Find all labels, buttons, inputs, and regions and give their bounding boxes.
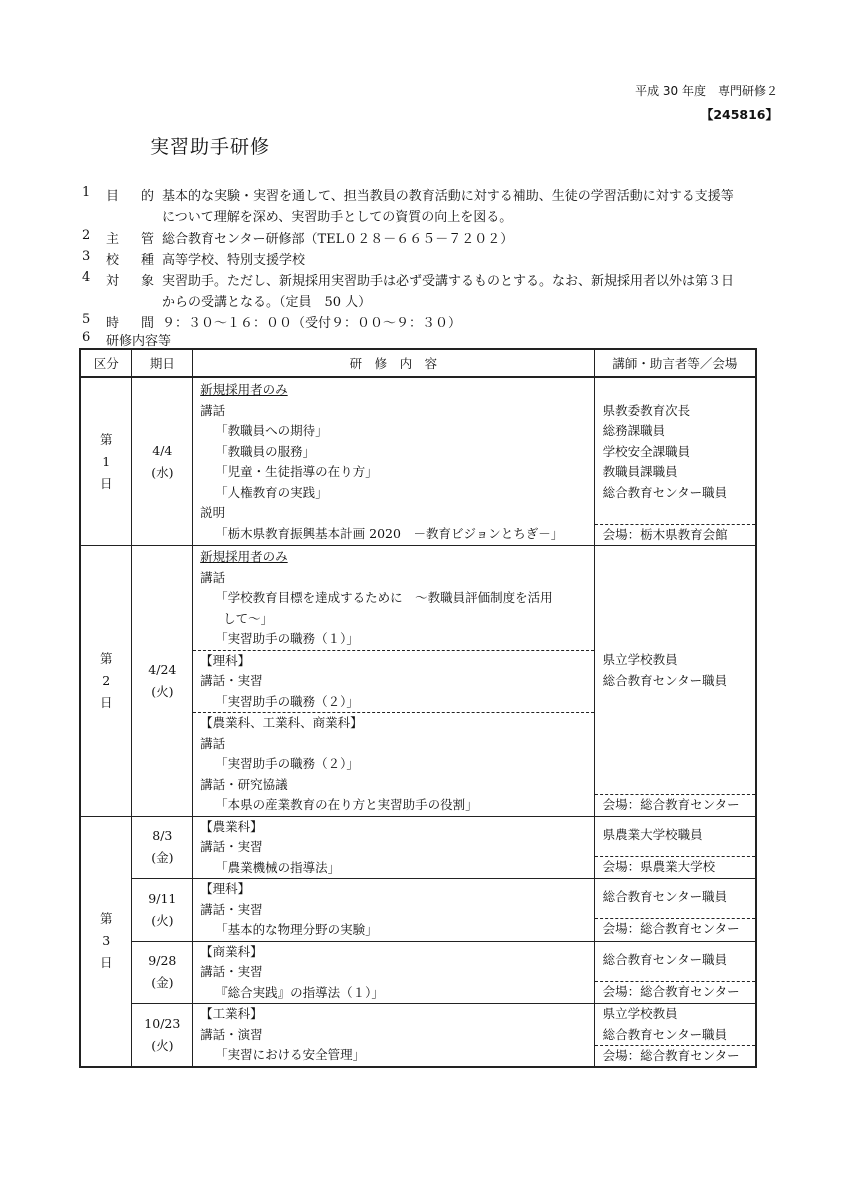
table-row bbox=[80, 816, 756, 879]
table-row bbox=[80, 941, 756, 1004]
day3-s1-date: 8/3 (金) bbox=[132, 816, 193, 879]
day3-s2-date: 9/11 (火) bbox=[132, 879, 193, 942]
day3-label: 第 3 日 bbox=[80, 816, 132, 1067]
day2-content: 新規採用者のみ 講話 「学校教育目標を達成するために ～教職員評価制度を活用 して～」 「実習助手の職務（１）」 【理科】 講話・実習 「実習助手の職務（２）」 【農業科、工業科、商業科】 講話 「実習助手の職務（２）」 講話・研究協議 「本県の産業教育の在り方と実習助手の役割」 bbox=[193, 546, 595, 817]
training-schedule-table bbox=[79, 348, 757, 1068]
day3-s1-content: 【農業科】 講話・実習 「農業機械の指導法」 bbox=[193, 816, 595, 879]
day3-s1-lecturers: 県農業大学校職員 会場：県農業大学校 bbox=[594, 816, 756, 879]
day3-s3-lecturers: 総合教育センター職員 会場：総合教育センター bbox=[594, 941, 756, 1004]
header-date: 期日 bbox=[132, 349, 193, 377]
day3-s2-content: 【理科】 講話・実習 「基本的な物理分野の実験」 bbox=[193, 879, 595, 942]
table-row bbox=[80, 546, 756, 817]
header-lecturer: 講師・助言者等／会場 bbox=[594, 349, 756, 377]
page-title: 実習助手研修 bbox=[150, 136, 271, 158]
day2-science-block: 【理科】 講話・実習 「実習助手の職務（２）」 bbox=[193, 650, 594, 713]
day2-lecturers: 県立学校教員 総合教育センター職員 会場：総合教育センター bbox=[594, 546, 756, 817]
day1-content: 新規採用者のみ 講話 「教職員への期待」 「教職員の服務」 「児童・生徒指導の在り方」 「人権教育の実践」 説明 「栃木県教育振興基本計画 2020 －教育ビジョンとちぎ－」 bbox=[193, 377, 595, 546]
day2-date: 4/24 (火) bbox=[132, 546, 193, 817]
year-course-label: 平成 30 年度 専門研修２ bbox=[635, 84, 778, 98]
section-purpose-cont: について理解を深め、実習助手としての資質の向上を図る。 bbox=[162, 210, 513, 225]
day3-s4-date: 10/23 (火) bbox=[132, 1004, 193, 1068]
section-target-cont: からの受講となる。（定員 50 人） bbox=[162, 295, 372, 310]
header-kubun: 区分 bbox=[80, 349, 132, 377]
day3-s2-lecturers: 総合教育センター職員 会場：総合教育センター bbox=[594, 879, 756, 942]
day3-s4-content: 【工業科】 講話・演習 「実習における安全管理」 bbox=[193, 1004, 595, 1068]
course-code: 【245816】 bbox=[700, 107, 778, 122]
day2-vocational-block: 【農業科、工業科、商業科】 講話 「実習助手の職務（２）」 講話・研究協議 「本県の産業教育の在り方と実習助手の役割」 bbox=[193, 712, 594, 816]
day3-s3-date: 9/28 (金) bbox=[132, 941, 193, 1004]
day1-date: 4/4 (水) bbox=[132, 377, 193, 546]
day1-venue: 会場：栃木県教育会館 bbox=[595, 524, 755, 545]
day1-lecturers: 県教委教育次長 総務課職員 学校安全課職員 教職員課職員 総合教育センター職員 会場：栃木県教育会館 bbox=[594, 377, 756, 546]
day2-venue: 会場：総合教育センター bbox=[595, 794, 755, 815]
day3-s4-lecturers: 県立学校教員 総合教育センター職員 会場：総合教育センター bbox=[594, 1004, 756, 1068]
day2-label: 第 2 日 bbox=[80, 546, 132, 817]
header-content: 研 修 内 容 bbox=[193, 349, 595, 377]
day3-s3-content: 【商業科】 講話・実習 『総合実践』の指導法（１）」 bbox=[193, 941, 595, 1004]
table-row bbox=[80, 879, 756, 942]
table-row bbox=[80, 377, 756, 546]
table-row bbox=[80, 1004, 756, 1068]
day1-label: 第 1 日 bbox=[80, 377, 132, 546]
